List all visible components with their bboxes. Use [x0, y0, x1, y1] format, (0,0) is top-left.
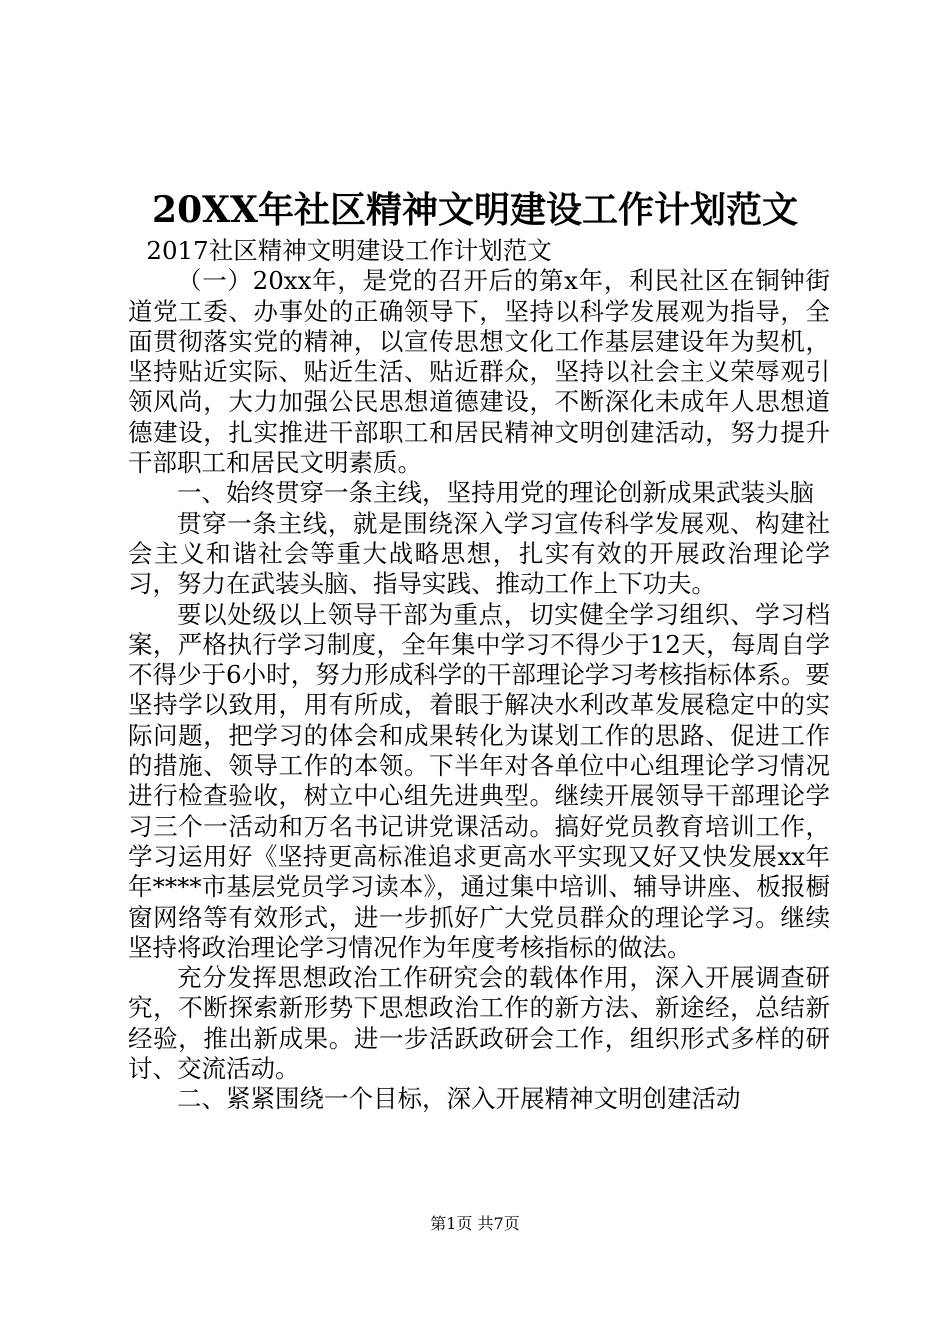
- paragraph-research-society: 充分发挥思想政治工作研究会的载体作用，深入开展调查研究，不断探索新形势下思想政治工作的新方法、新途经，总结新经验，推出新成果。进一步活跃政研会工作，组织形式多样的研讨、交流活动。: [128, 963, 830, 1084]
- section-heading-two: 二、紧紧围绕一个目标，深入开展精神文明创建活动: [177, 1084, 741, 1114]
- paragraph-intro: （一）20xx年，是党的召开后的第x年，利民社区在铜钟街道党工委、办事处的正确领导下，坚持以科学发展观为指导，全面贯彻落实党的精神，以宣传思想文化工作基层建设年为契机，坚持贴近实际、贴近生活、贴近群众，坚持以社会主义荣辱观引领风尚，大力加强公民思想道德建设，不断深化未成年人思想道德建设，扎实推进干部职工和居民精神文明创建活动，努力提升干部职工和居民文明素质。: [128, 266, 830, 478]
- page-number-footer: 第1页 共7页: [430, 1214, 520, 1233]
- section-heading-one: 一、始终贯穿一条主线，坚持用党的理论创新成果武装头脑: [177, 478, 814, 508]
- document-subtitle: 2017社区精神文明建设工作计划范文: [146, 236, 552, 265]
- paragraph-main-line: 贯穿一条主线，就是围绕深入学习宣传科学发展观、构建社会主义和谐社会等重大战略思想，扎实有效的开展政治理论学习，努力在武装头脑、指导实践、推动工作上下功夫。: [128, 508, 830, 599]
- paragraph-study-requirements: 要以处级以上领导干部为重点，切实健全学习组织、学习档案，严格执行学习制度，全年集中学习不得少于12天，每周自学不得少于6小时，努力形成科学的干部理论学习考核指标体系。要坚持学以致用，用有所成，着眼于解决水利改革发展稳定中的实际问题，把学习的体会和成果转化为谋划工作的思路、促进工作的措施、领导工作的本领。下半年对各单位中心组理论学习情况进行检查验收，树立中心组先进典型。继续开展领导干部理论学习三个一活动和万名书记讲党课活动。搞好党员教育培训工作，学习运用好《坚持更高标准追求更高水平实现又好又快发展xx年年****市基层党员学习读本》，通过集中培训、辅导讲座、板报橱窗网络等有效形式，进一步抓好广大党员群众的理论学习。继续坚持将政治理论学习情况作为年度考核指标的做法。: [128, 599, 830, 962]
- document-title: 20XX年社区精神文明建设工作计划范文: [152, 189, 798, 231]
- document-body: [128, 236, 830, 1115]
